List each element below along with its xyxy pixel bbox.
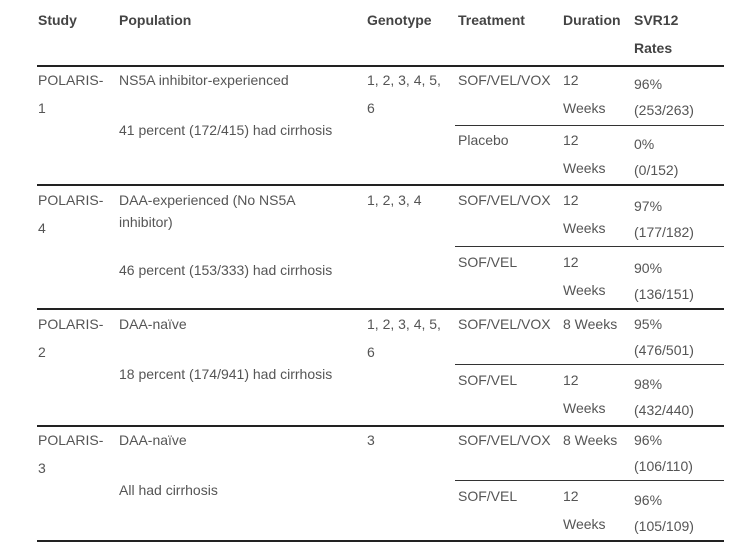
study-number: 4 <box>38 220 46 236</box>
duration-text: 12 <box>563 372 579 388</box>
treatment-text: SOF/VEL <box>458 254 518 270</box>
treatment-text: SOF/VEL/VOX <box>458 432 551 448</box>
svr-count: (0/152) <box>634 162 679 178</box>
duration-text: 12 <box>563 254 579 270</box>
svr-count: (106/110) <box>634 458 693 474</box>
duration-text: 12 <box>563 192 579 208</box>
genotype-text-line2: 6 <box>367 100 375 116</box>
duration-text: 8 Weeks <box>563 432 618 448</box>
svr-count: (253/263) <box>634 102 694 118</box>
header-genotype: Genotype <box>367 12 432 28</box>
population-text-line2: inhibitor) <box>119 214 173 230</box>
duration-text: 8 Weeks <box>563 316 618 332</box>
study-number: 2 <box>38 344 46 360</box>
study-name: POLARIS- <box>38 432 104 448</box>
duration-text: 12 <box>563 132 579 148</box>
treatment-text: SOF/VEL <box>458 488 518 504</box>
duration-text-line2: Weeks <box>563 160 606 176</box>
study-name: POLARIS- <box>38 316 104 332</box>
treatment-text: SOF/VEL/VOX <box>458 72 551 88</box>
svr-rate: 96% <box>634 76 663 92</box>
svr-rate: 98% <box>634 376 663 392</box>
header-treatment: Treatment <box>458 12 525 28</box>
header-svr-rates-line2: Rates <box>634 40 673 56</box>
arm-divider <box>455 364 724 365</box>
population-text: DAA-naïve <box>119 432 187 448</box>
svr-count: (136/151) <box>634 286 694 302</box>
genotype-text: 3 <box>367 432 375 448</box>
treatment-text: SOF/VEL/VOX <box>458 316 551 332</box>
duration-text: 12 <box>563 488 579 504</box>
svr-rate: 96% <box>634 432 663 448</box>
population-text: DAA-naïve <box>119 316 187 332</box>
cirrhosis-note: 41 percent (172/415) had cirrhosis <box>119 122 333 138</box>
svr-count: (476/501) <box>634 342 694 358</box>
treatment-text: Placebo <box>458 132 509 148</box>
header-population: Population <box>119 12 192 28</box>
arm-divider <box>455 125 724 126</box>
table-bottom-rule <box>37 540 724 542</box>
header-duration: Duration <box>563 12 621 28</box>
row-rule <box>37 425 724 427</box>
study-name: POLARIS- <box>38 72 104 88</box>
arm-divider <box>455 246 724 247</box>
cirrhosis-note: All had cirrhosis <box>119 482 218 498</box>
row-rule <box>37 184 724 186</box>
cirrhosis-note: 18 percent (174/941) had cirrhosis <box>119 366 333 382</box>
arm-divider <box>455 480 724 481</box>
treatment-text: SOF/VEL/VOX <box>458 192 551 208</box>
svr-count: (432/440) <box>634 402 694 418</box>
cirrhosis-note: 46 percent (153/333) had cirrhosis <box>119 262 333 278</box>
header-study: Study <box>38 12 77 28</box>
header-rule <box>37 65 724 67</box>
genotype-text-line2: 6 <box>367 344 375 360</box>
duration-text-line2: Weeks <box>563 282 606 298</box>
svr-count: (105/109) <box>634 518 694 534</box>
duration-text-line2: Weeks <box>563 516 606 532</box>
duration-text-line2: Weeks <box>563 400 606 416</box>
genotype-text: 1, 2, 3, 4, 5, <box>367 316 441 332</box>
header-svr-rates: SVR12 <box>634 12 679 28</box>
row-rule <box>37 308 724 310</box>
study-name: POLARIS- <box>38 192 104 208</box>
genotype-text: 1, 2, 3, 4 <box>367 192 422 208</box>
svr-rate: 90% <box>634 260 663 276</box>
population-text: DAA-experienced (No NS5A <box>119 192 296 208</box>
svr-rate: 0% <box>634 136 655 152</box>
genotype-text: 1, 2, 3, 4, 5, <box>367 72 441 88</box>
duration-text-line2: Weeks <box>563 100 606 116</box>
duration-text: 12 <box>563 72 579 88</box>
duration-text-line2: Weeks <box>563 220 606 236</box>
svr-rate: 96% <box>634 492 663 508</box>
study-number: 3 <box>38 460 46 476</box>
svr-rate: 95% <box>634 316 663 332</box>
treatment-text: SOF/VEL <box>458 372 518 388</box>
svr-count: (177/182) <box>634 224 694 240</box>
svr-rate: 97% <box>634 198 663 214</box>
population-text: NS5A inhibitor-experienced <box>119 72 289 88</box>
study-number: 1 <box>38 100 46 116</box>
